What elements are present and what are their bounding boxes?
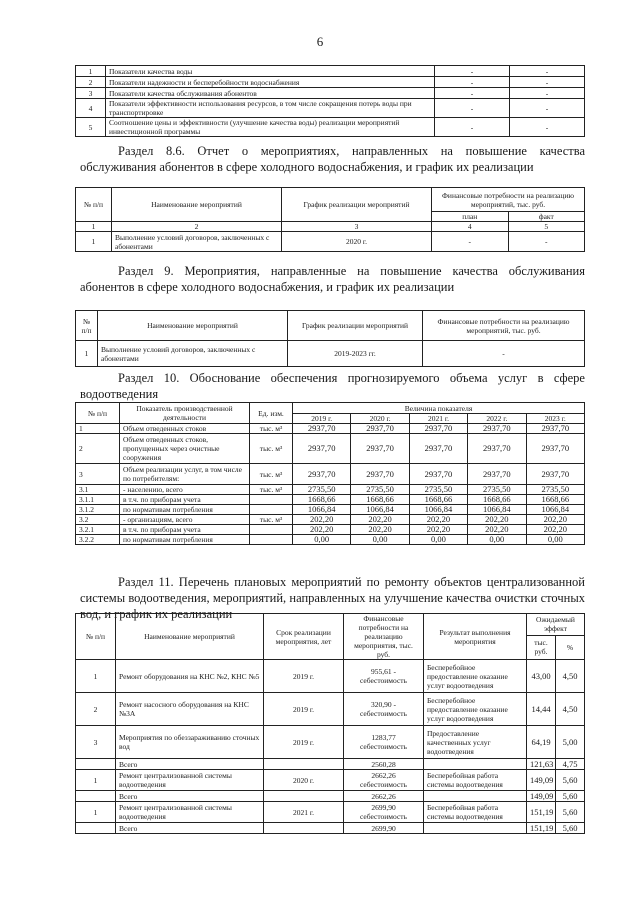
row-value: 0,00 (526, 535, 584, 545)
row-indicator: Объем реализации услуг, в том числе по потребителям: (120, 464, 250, 485)
row-number: 1 (76, 424, 120, 434)
row-value: 2937,70 (293, 424, 351, 434)
row-value: 2735,50 (293, 485, 351, 495)
table-row (76, 66, 585, 77)
table-row (76, 464, 585, 485)
section-10-heading: Раздел 10. Обоснование обеспечения прогнозируемого объема услуг в сфере водоотведения (80, 371, 585, 401)
row-term: 2021 г. (264, 802, 344, 823)
row-name: Ремонт насосного оборудования на КНС №3А (116, 693, 264, 726)
col-no: № п/п (76, 188, 112, 222)
table-row (76, 770, 585, 791)
row-unit: тыс. м³ (250, 424, 293, 434)
col-no: № п/п (76, 614, 116, 660)
row-term (264, 823, 344, 834)
row-effect-pct: 5,60 (556, 770, 585, 791)
row-term: 2019 г. (264, 693, 344, 726)
section-9-table (75, 310, 585, 367)
section-10-table (75, 402, 585, 545)
row-effect-pct: 5,60 (556, 823, 585, 834)
col-finance: Финансовые потребности на реализацию мероприятий, тыс. руб. (432, 188, 585, 212)
row-value: - (435, 118, 510, 137)
row-effect-rub: 151,19 (527, 802, 556, 823)
row-term: 2019 г. (264, 726, 344, 759)
row-finance: 2662,26 себестоимость (344, 770, 424, 791)
row-value: 202,20 (351, 525, 409, 535)
index-cell: 1 (76, 222, 112, 232)
index-cell: 5 (508, 222, 585, 232)
row-value: 2937,70 (409, 424, 467, 434)
row-value: 0,00 (468, 535, 526, 545)
row-finance: - (423, 341, 585, 367)
row-label: Показатели качества воды (106, 66, 435, 77)
year-header: 2021 г. (409, 414, 467, 424)
row-term (264, 791, 344, 802)
row-value: - (435, 99, 510, 118)
row-finance: 320,90 - себестоимость (344, 693, 424, 726)
year-header: 2022 г. (468, 414, 526, 424)
row-value: 2937,70 (468, 464, 526, 485)
section-8-6-table (75, 187, 585, 252)
row-value: 1668,66 (409, 495, 467, 505)
section-8-6-heading: Раздел 8.6. Отчет о мероприятиях, направленных на повышение качества обслуживания абонентов в сфере холодного водоснабжения, и график их реализации (80, 144, 585, 174)
row-value: 2735,50 (409, 485, 467, 495)
row-finance: 2662,26 (344, 791, 424, 802)
row-value: 202,20 (409, 515, 467, 525)
row-number: 3.2.1 (76, 525, 120, 535)
col-rub: тыс. руб. (527, 635, 556, 659)
row-effect-rub: 149,09 (527, 770, 556, 791)
row-value: 1668,66 (526, 495, 584, 505)
table-row (76, 495, 585, 505)
col-finance: Финансовые потребности на реализацию мероприятия, тыс. руб. (344, 614, 424, 660)
row-effect-pct: 5,00 (556, 726, 585, 759)
row-effect-rub: 43,00 (527, 660, 556, 693)
row-number: 3 (76, 88, 106, 99)
row-value: 1668,66 (351, 495, 409, 505)
table-row (76, 525, 585, 535)
row-value: 2937,70 (351, 434, 409, 464)
row-value: 2937,70 (526, 424, 584, 434)
table-row (76, 759, 585, 770)
row-finance: 1283,77 себестоимость (344, 726, 424, 759)
table-row (76, 434, 585, 464)
col-plan: план (432, 212, 509, 222)
row-value: 202,20 (293, 515, 351, 525)
row-label: Показатели эффективности использования ресурсов, в том числе сокращения потерь воды при транспортировке (106, 99, 435, 118)
row-number: 1 (76, 660, 116, 693)
row-unit: тыс. м³ (250, 464, 293, 485)
row-number: 1 (76, 66, 106, 77)
row-value: 2937,70 (351, 424, 409, 434)
row-unit: тыс. м³ (250, 485, 293, 495)
section-11-table (75, 613, 585, 834)
col-indicator: Показатель производственной деятельности (120, 403, 250, 424)
row-result (424, 759, 527, 770)
row-value: - (435, 66, 510, 77)
row-name: Ремонт оборудования на КНС №2, КНС №5 (116, 660, 264, 693)
row-finance: 2699,90 (344, 823, 424, 834)
row-value: - (510, 77, 585, 88)
section-9-heading: Раздел 9. Мероприятия, направленные на повышение качества обслуживания абонентов в сфере холодного водоснабжения, и график их реализации (80, 264, 585, 294)
row-value: 0,00 (351, 535, 409, 545)
row-number (76, 791, 116, 802)
row-result: Бесперебойное предоставление оказание услуг водоотведения (424, 693, 527, 726)
row-name: Всего (116, 823, 264, 834)
row-term: 2020 г. (264, 770, 344, 791)
row-value: 1066,84 (526, 505, 584, 515)
row-number: 3.2.2 (76, 535, 120, 545)
row-value: 2937,70 (409, 434, 467, 464)
col-schedule: График реализации мероприятий (282, 188, 432, 222)
row-value: 202,20 (409, 525, 467, 535)
row-value: 0,00 (409, 535, 467, 545)
row-indicator: - населению, всего (120, 485, 250, 495)
row-label: Показатели качества обслуживания абонентов (106, 88, 435, 99)
row-name: Всего (116, 791, 264, 802)
table-row (76, 88, 585, 99)
row-number: 3.1.2 (76, 505, 120, 515)
row-value: 2937,70 (468, 424, 526, 434)
index-cell: 4 (432, 222, 509, 232)
row-number: 2 (76, 693, 116, 726)
col-no: № п/п (76, 403, 120, 424)
table-row (76, 118, 585, 137)
row-value: 1066,84 (293, 505, 351, 515)
row-effect-pct: 5,60 (556, 802, 585, 823)
row-term (264, 759, 344, 770)
row-value: 1066,84 (409, 505, 467, 515)
row-schedule: 2020 г. (282, 232, 432, 252)
row-schedule: 2019-2023 гг. (288, 341, 423, 367)
row-finance: 2699,90 себестоимость (344, 802, 424, 823)
col-effect: Ожидаемый эффект (527, 614, 585, 636)
col-result: Результат выполнения мероприятия (424, 614, 527, 660)
row-value: 2937,70 (468, 434, 526, 464)
table-row (76, 791, 585, 802)
section-11-heading: Раздел 11. Перечень плановых мероприятий по ремонту объектов централизованной системы водоотведения, мероприятий, направленных на улучшение качества очистки сточных вод, и график их реализации (80, 575, 585, 621)
row-value: 2937,70 (293, 464, 351, 485)
row-value: 202,20 (293, 525, 351, 535)
row-value: 2937,70 (526, 434, 584, 464)
year-header: 2023 г. (526, 414, 584, 424)
table-row (76, 535, 585, 545)
row-finance: 955,61 - себестоимость (344, 660, 424, 693)
row-number: 2 (76, 434, 120, 464)
row-indicator: Объем отведенных стоков (120, 424, 250, 434)
row-name: Выполнение условий договоров, заключенных с абонентами (112, 232, 282, 252)
index-cell: 3 (282, 222, 432, 232)
row-result: Бесперебойная работа системы водоотведения (424, 802, 527, 823)
table-row (76, 424, 585, 434)
col-name: Наименование мероприятий (112, 188, 282, 222)
row-effect-pct: 4,75 (556, 759, 585, 770)
table-row (76, 823, 585, 834)
row-value: 202,20 (468, 515, 526, 525)
row-number: 4 (76, 99, 106, 118)
table-row (76, 77, 585, 88)
row-name: Ремонт централизованной системы водоотведения (116, 802, 264, 823)
row-effect-rub: 64,19 (527, 726, 556, 759)
row-value: 1668,66 (293, 495, 351, 505)
index-cell: 2 (112, 222, 282, 232)
row-effect-rub: 151,19 (527, 823, 556, 834)
row-name: Всего (116, 759, 264, 770)
row-effect-rub: 121,63 (527, 759, 556, 770)
row-value: 2937,70 (351, 464, 409, 485)
row-name: Мероприятия по обеззараживанию сточных вод (116, 726, 264, 759)
col-fact: факт (508, 212, 585, 222)
row-number: 1 (76, 341, 98, 367)
row-value: - (510, 99, 585, 118)
row-value: 1668,66 (468, 495, 526, 505)
row-number: 3 (76, 464, 120, 485)
indicators-table (75, 65, 585, 137)
row-number (76, 759, 116, 770)
row-effect-rub: 14,44 (527, 693, 556, 726)
row-indicator: по нормативам потребления (120, 535, 250, 545)
col-unit: Ед. изм. (250, 403, 293, 424)
row-number: 1 (76, 802, 116, 823)
row-value: - (510, 118, 585, 137)
row-value: 2735,50 (468, 485, 526, 495)
col-finance: Финансовые потребности на реализацию мероприятий, тыс. руб. (423, 311, 585, 341)
table-row (76, 693, 585, 726)
row-value: 202,20 (351, 515, 409, 525)
row-indicator: в т.ч. по приборам учета (120, 495, 250, 505)
row-label: Показатели надежности и бесперебойности водоснабжения (106, 77, 435, 88)
row-indicator: Объем отведенных стоков, пропущенных через очистные сооружения (120, 434, 250, 464)
col-schedule: График реализации мероприятий (288, 311, 423, 341)
row-value: - (510, 88, 585, 99)
row-result (424, 791, 527, 802)
col-pct: % (556, 635, 585, 659)
table-row (76, 505, 585, 515)
row-number: 1 (76, 232, 112, 252)
row-indicator: в т.ч. по приборам учета (120, 525, 250, 535)
row-value: 1066,84 (468, 505, 526, 515)
row-value: 202,20 (526, 515, 584, 525)
row-number: 5 (76, 118, 106, 137)
row-unit (250, 505, 293, 515)
row-value: - (435, 77, 510, 88)
row-effect-rub: 149,09 (527, 791, 556, 802)
table-row (76, 660, 585, 693)
col-name: Наименование мероприятий (98, 311, 288, 341)
row-unit (250, 525, 293, 535)
row-value: 2937,70 (409, 464, 467, 485)
row-label: Соотношение цены и эффективности (улучшение качества воды) реализации мероприятий инвестиционной программы (106, 118, 435, 137)
row-result: Предоставление качественных услуг водоотведения (424, 726, 527, 759)
table-row (76, 485, 585, 495)
row-finance: 2560,28 (344, 759, 424, 770)
row-value: 0,00 (293, 535, 351, 545)
table-row (76, 515, 585, 525)
row-indicator: - организациям, всего (120, 515, 250, 525)
row-indicator: по нормативам потребления (120, 505, 250, 515)
row-unit (250, 535, 293, 545)
row-number (76, 823, 116, 834)
year-header: 2019 г. (293, 414, 351, 424)
year-header: 2020 г. (351, 414, 409, 424)
col-name: Наименование мероприятий (116, 614, 264, 660)
row-fact: - (508, 232, 585, 252)
row-result (424, 823, 527, 834)
row-value: 2735,50 (351, 485, 409, 495)
row-plan: - (432, 232, 509, 252)
row-result: Бесперебойное предоставление оказание услуг водоотведения (424, 660, 527, 693)
row-value: 202,20 (526, 525, 584, 535)
table-row (76, 99, 585, 118)
row-value: 202,20 (468, 525, 526, 535)
row-unit: тыс. м³ (250, 434, 293, 464)
page-number: 6 (316, 34, 324, 49)
row-effect-pct: 4,50 (556, 660, 585, 693)
row-value: 2937,70 (293, 434, 351, 464)
row-name: Выполнение условий договоров, заключенных с абонентами (98, 341, 288, 367)
row-value: 1066,84 (351, 505, 409, 515)
row-result: Бесперебойная работа системы водоотведения (424, 770, 527, 791)
col-value: Величина показателя (293, 403, 585, 414)
row-term: 2019 г. (264, 660, 344, 693)
row-value: - (435, 88, 510, 99)
col-term: Срок реализации мероприятия, лет (264, 614, 344, 660)
row-number: 3.2 (76, 515, 120, 525)
row-effect-pct: 5,60 (556, 791, 585, 802)
row-value: 2937,70 (526, 464, 584, 485)
table-row (76, 726, 585, 759)
row-unit (250, 495, 293, 505)
row-value: 2735,50 (526, 485, 584, 495)
row-number: 2 (76, 77, 106, 88)
row-name: Ремонт централизованной системы водоотведения (116, 770, 264, 791)
row-effect-pct: 4,50 (556, 693, 585, 726)
row-number: 3.1.1 (76, 495, 120, 505)
row-value: - (510, 66, 585, 77)
row-number: 3.1 (76, 485, 120, 495)
table-row (76, 802, 585, 823)
row-unit: тыс. м³ (250, 515, 293, 525)
row-number: 3 (76, 726, 116, 759)
row-number: 1 (76, 770, 116, 791)
col-no: № п/п (76, 311, 98, 341)
